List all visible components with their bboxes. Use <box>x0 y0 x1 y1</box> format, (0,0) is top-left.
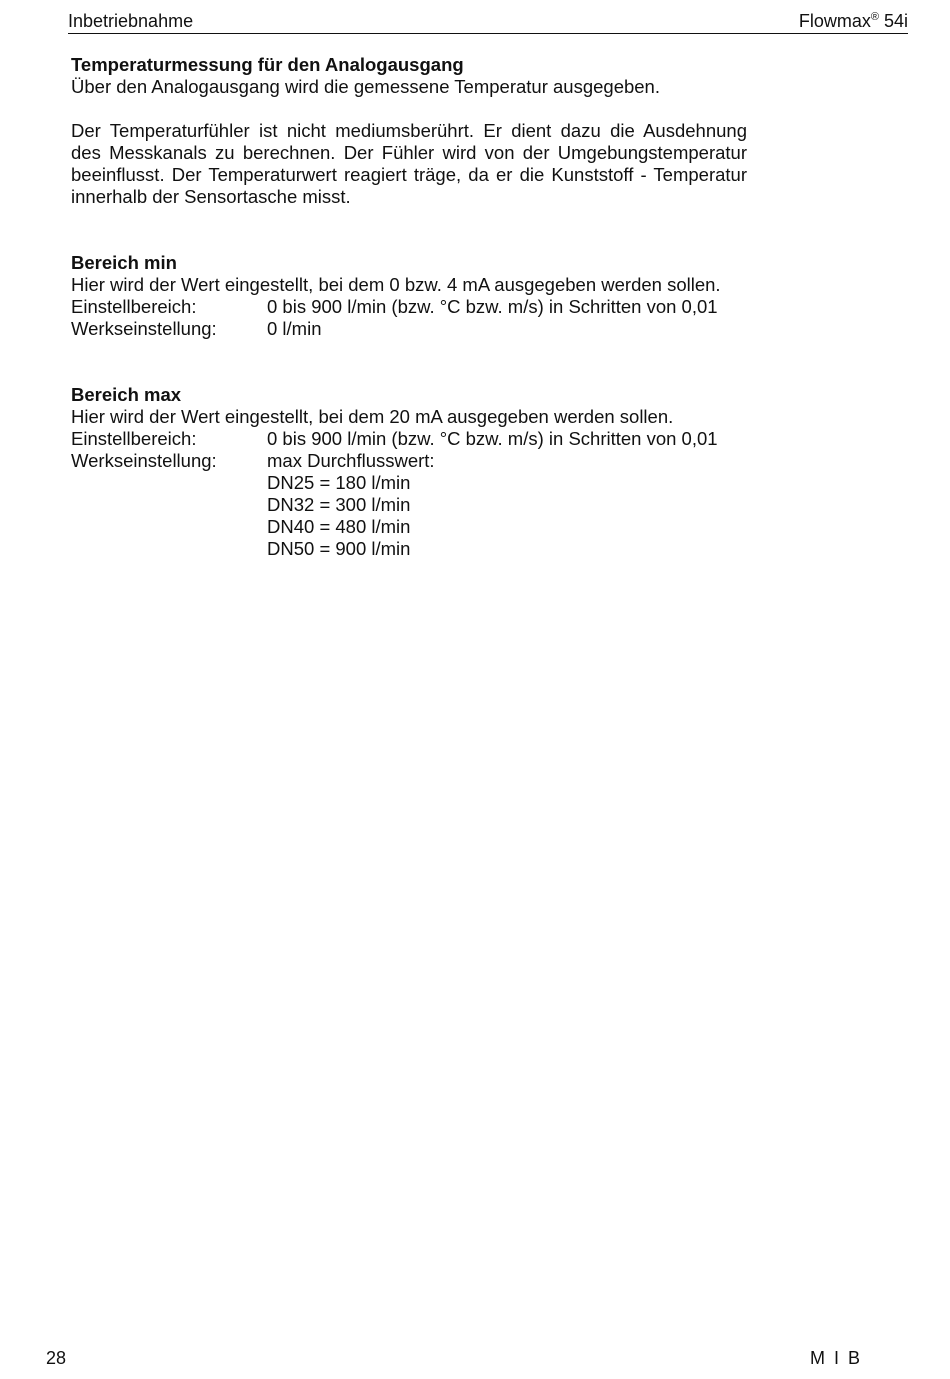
section-range-min-intro: Hier wird der Wert eingestellt, bei dem 0 bzw. 4 mA ausgegeben werden sollen. <box>71 274 721 295</box>
header-product-model: 54i <box>878 11 908 31</box>
section-title-temperature: Temperaturmessung für den Analogausgang <box>71 54 464 75</box>
setting-label: Einstellbereich: <box>71 428 197 449</box>
default-value-line: DN40 = 480 l/min <box>267 516 411 537</box>
default-label: Werkseinstellung: <box>71 318 217 339</box>
setting-value: 0 bis 900 l/min (bzw. °C bzw. m/s) in Schritten von 0,01 <box>267 428 718 449</box>
default-value-line: max Durchflusswert: <box>267 450 435 471</box>
range-max-setting-row <box>71 428 747 450</box>
paragraph-line: innerhalb der Sensortasche misst. <box>71 186 351 207</box>
footer-company: M I B <box>810 1348 863 1368</box>
default-value-line: DN32 = 300 l/min <box>267 494 411 515</box>
default-label: Werkseinstellung: <box>71 450 217 471</box>
page-number: 28 <box>46 1348 67 1368</box>
default-value-line: DN25 = 180 l/min <box>267 472 411 493</box>
range-min-default-row <box>71 318 747 340</box>
setting-label: Einstellbereich: <box>71 296 197 317</box>
default-value: 0 l/min <box>267 318 322 339</box>
section-temperature-paragraph <box>71 120 747 208</box>
section-temperature-intro: Über den Analogausgang wird die gemessene Temperatur ausgegeben. <box>71 76 660 97</box>
default-value-line: DN50 = 900 l/min <box>267 538 411 559</box>
header-product-name: Flowmax <box>798 11 871 31</box>
range-max-default-row <box>71 450 747 560</box>
default-values <box>267 450 747 560</box>
range-min-setting-row <box>71 296 747 318</box>
document-body <box>71 54 747 560</box>
setting-value: 0 bis 900 l/min (bzw. °C bzw. m/s) in Schritten von 0,01 <box>267 296 718 317</box>
page-header <box>68 8 908 34</box>
section-title-range-max: Bereich max <box>71 384 182 405</box>
paragraph-line: des Messkanals zu berechnen. Der Fühler wird von der Umgebungstemperatur <box>71 142 747 163</box>
section-title-range-min: Bereich min <box>71 252 177 273</box>
paragraph-line: Der Temperaturfühler ist nicht mediumsberührt. Er dient dazu die Ausdehnung <box>71 120 747 141</box>
section-range-max-intro: Hier wird der Wert eingestellt, bei dem 20 mA ausgegeben werden sollen. <box>71 406 674 427</box>
header-chapter: Inbetriebnahme <box>68 11 194 31</box>
header-product <box>799 6 908 32</box>
registered-mark: ® <box>870 11 879 23</box>
paragraph-line: beeinflusst. Der Temperaturwert reagiert träge, da er die Kunststoff - Temperatur <box>71 164 747 185</box>
